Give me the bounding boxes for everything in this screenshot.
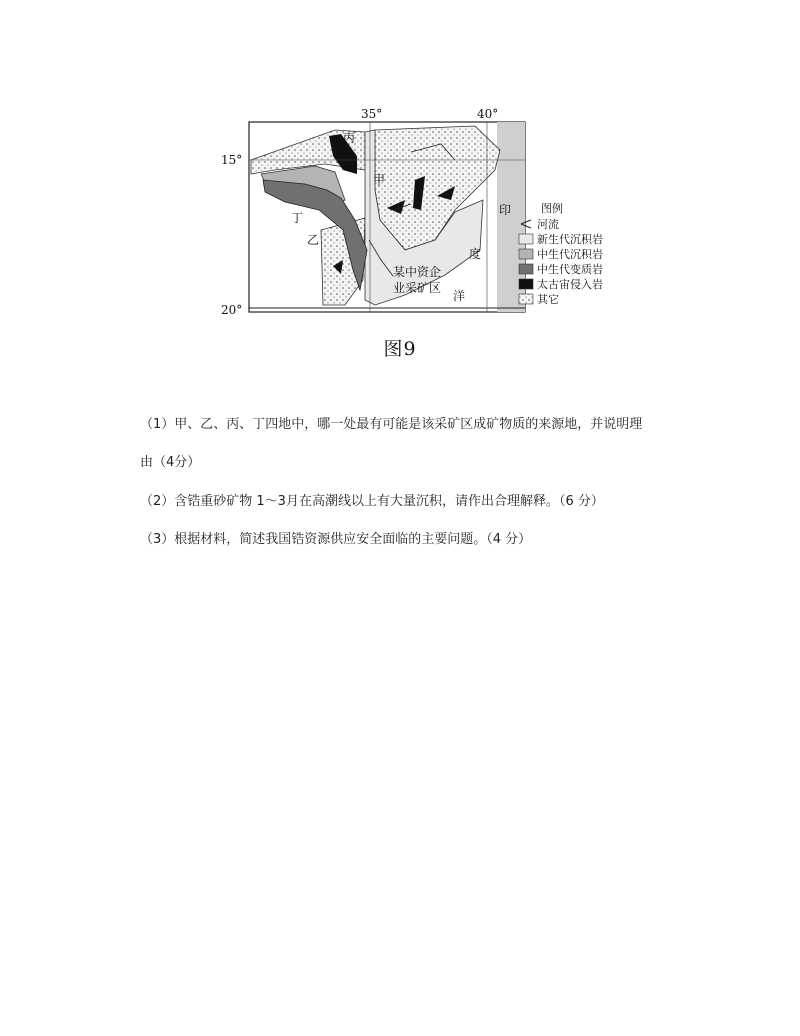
legend-label-other: 其它 — [537, 293, 559, 306]
legend-swatch-other — [519, 294, 533, 304]
legend-label-mesozoic-metamorphic: 中生代变质岩 — [537, 263, 603, 276]
legend-swatch-archean-intrusive — [519, 279, 533, 289]
label-jia: 甲 — [373, 173, 386, 187]
question-3: （3）根据材料，简述我国锆资源供应安全面临的主要问题。（4 分） — [140, 532, 532, 547]
legend-label-archean-intrusive: 太古宙侵入岩 — [537, 278, 603, 291]
legend-swatch-mesozoic-sedimentary — [519, 249, 533, 259]
label-yi: 乙 — [307, 233, 320, 247]
lat-label-15: 15° — [221, 153, 243, 167]
label-ocean-2: 度 — [469, 247, 482, 261]
label-mine-line2: 业采矿区 — [393, 281, 442, 295]
label-bing: 丙 — [343, 131, 356, 145]
geologic-map-figure — [215, 100, 603, 370]
lat-label-20: 20° — [221, 303, 243, 317]
question-1-line-1: （1）甲、乙、丙、丁四地中，哪一处最有可能是该采矿区成矿物质的来源地，并说明理 — [140, 417, 643, 432]
legend-label-mesozoic-sedimentary: 中生代沉积岩 — [537, 248, 603, 261]
geologic-map — [215, 100, 603, 330]
question-1-line-2: 由（4分） — [140, 455, 201, 470]
legend-title: 图例 — [541, 202, 563, 215]
label-mine-line1: 某中资企 — [393, 265, 442, 279]
legend-label-cenozoic-sedimentary: 新生代沉积岩 — [537, 233, 603, 246]
lon-label-35: 35° — [361, 107, 383, 121]
legend-swatch-cenozoic-sedimentary — [519, 234, 533, 244]
legend-label-river: 河流 — [537, 218, 559, 231]
label-ocean-1: 印 — [499, 203, 512, 217]
legend — [519, 201, 603, 306]
question-2: （2）含锆重砂矿物 1～3月在高潮线以上有大量沉积，请作出合理解释。（6 分） — [140, 494, 604, 509]
legend-swatch-mesozoic-metamorphic — [519, 264, 533, 274]
label-ocean-3: 洋 — [453, 289, 466, 303]
label-ding: 丁 — [291, 211, 304, 225]
lon-label-40: 40° — [477, 107, 499, 121]
figure-caption: 图9 — [383, 338, 417, 360]
